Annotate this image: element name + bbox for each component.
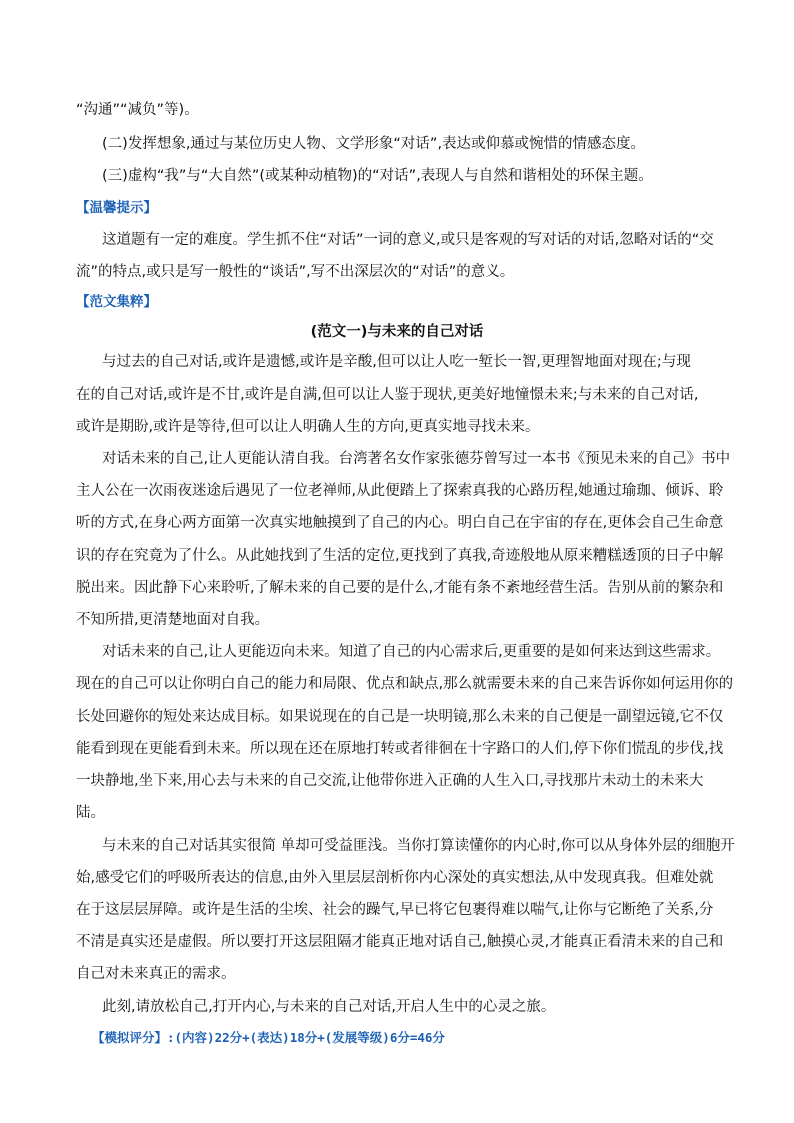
essay-line: 听的方式,在身心两方面第一次真实地触摸到了自己的内心。明白自己在宇宙的存在,更体会自己生命意 [76,515,724,531]
essay-line: 不清是真实还是虚假。所以要打开这层阻隔才能真正地对话自己,触摸心灵,才能真正看清未来的自己和 [76,934,724,950]
essay-line: 对话未来的自己,让人更能认清自我。台湾著名女作家张德芬曾写过一本书《预见未来的自己》书中 [102,451,731,467]
essay-line: 自己对未来真正的需求。 [76,966,236,982]
intro-line-3: (三)虚构“我”与“大自然”(或某种动植物)的“对话”,表现人与自然和谐相处的环保主题。 [102,168,653,184]
essay-line: 脱出来。因此静下心来聆听,了解未来的自己要的是什么,才能有条不紊地经营生活。告别从前的繁杂和 [76,580,724,596]
tip-line-1: 这道题有一定的难度。学生抓不住“对话”一词的意义,或只是客观的写对话的对话,忽略对话的“交 [102,232,714,248]
essay-line: 一块静地,坐下来,用心去与未来的自己交流,让他带你进入正确的人生入口,寻找那片未动土的未来大 [76,773,704,789]
tip-line-2: 流”的特点,或只是写一般性的“谈话”,写不出深层次的“对话”的意义。 [76,264,515,280]
essay-line: 在的自己对话,或许是不甘,或许是自满,但可以让人鉴于现状,更美好地憧憬未来;与未来的自己对话, [76,387,699,403]
intro-line-1: “沟通”“减负”等)。 [76,102,199,118]
essay-line: 不知所措,更清楚地面对自我。 [76,612,270,628]
essay-line: 与过去的自己对话,或许是遗憾,或许是辛酸,但可以让人吃一堑长一智,更理智地面对现在;与现 [102,354,691,370]
essay-line: 识的存在究竟为了什么。从此她找到了生活的定位,更找到了真我,奇迹般地从原来糟糕透顶的日子中解 [76,548,724,564]
essay-line: 陆。 [76,805,105,821]
essay-line: 或许是期盼,或许是等待,但可以让人明确人生的方向,更真实地寻找未来。 [76,419,540,435]
essay-title: (范文一)与未来的自己对话 [310,324,484,340]
essay-line: 在于这层层屏障。或许是生活的尘埃、社会的躁气,早已将它包裹得难以喘气,让你与它断绝了关系,分 [76,902,714,918]
essay-line: 与未来的自己对话其实很简 单却可受益匪浅。当你打算读懂你的内心时,你可以从身体外层的细胞开 [102,838,735,854]
essay-line: 始,感受它们的呼吸所表达的信息,由外入里层层剖析你内心深处的真实想法,从中发现真我。但难处就 [76,870,714,886]
tip-label: 【温馨提示】 [76,200,157,216]
essay-line: 能看到现在更能看到未来。所以现在还在原地打转或者徘徊在十字路口的人们,停下你们慌乱的步伐,找 [76,741,724,757]
essay-line: 此刻,请放松自己,打开内心,与未来的自己对话,开启人生中的心灵之旅。 [102,999,556,1015]
sample-label: 【范文集粹】 [76,294,157,310]
score-line: 【模拟评分】:(内容)22分+(表达)18分+(发展等级)6分=46分 [92,1030,445,1045]
essay-line: 长处回避你的短处来达成目标。如果说现在的自己是一块明镜,那么未来的自己便是一副望远镜,它不仅 [76,709,724,725]
essay-line: 现在的自己可以让你明白自己的能力和局限、优点和缺点,那么就需要未来的自己来告诉你如何运用你的 [76,676,734,692]
intro-line-2: (二)发挥想象,通过与某位历史人物、文学形象“对话”,表达或仰慕或惋惜的情感态度。 [102,136,646,152]
essay-line: 主人公在一次雨夜迷途后遇见了一位老禅师,从此便踏上了探索真我的心路历程,她通过瑜珈、倾诉、聆 [76,483,724,499]
essay-line: 对话未来的自己,让人更能迈向未来。知道了自己的内心需求后,更重要的是如何来达到这些需求。 [102,644,721,660]
